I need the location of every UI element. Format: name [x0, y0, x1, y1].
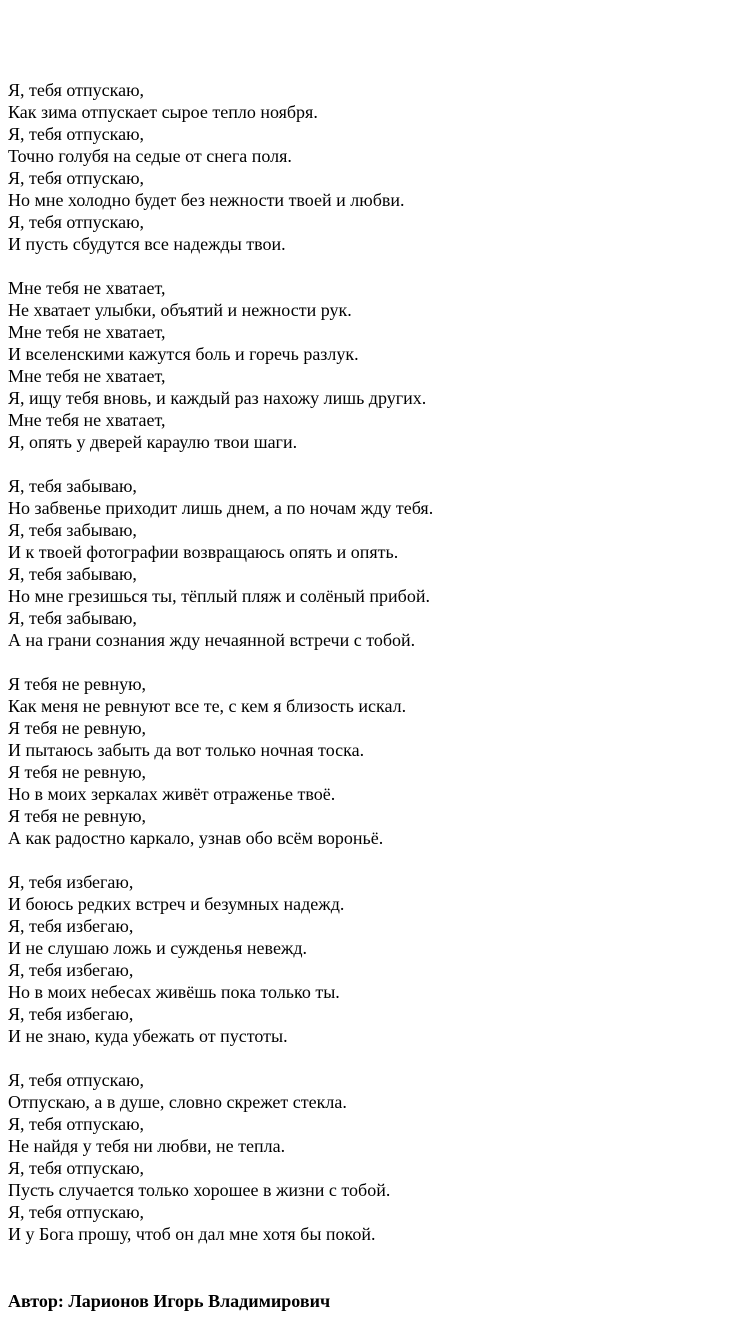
- poem-line: И вселенскими кажутся боль и горечь разлук.: [8, 344, 359, 364]
- poem-line: Но в моих зеркалах живёт отраженье твоё.: [8, 784, 336, 804]
- poem-line: И пусть сбудутся все надежды твои.: [8, 234, 286, 254]
- poem-line: Но в моих небесах живёшь пока только ты.: [8, 982, 340, 1002]
- poem-line: Я, тебя избегаю,: [8, 872, 134, 892]
- poem-line: Я, тебя забываю,: [8, 520, 137, 540]
- poem-line: Я, тебя забываю,: [8, 608, 137, 628]
- poem-line: Я, тебя забываю,: [8, 564, 137, 584]
- poem-line: Я, тебя забываю,: [8, 476, 137, 496]
- poem-line: Не хватает улыбки, объятий и нежности рук.: [8, 300, 352, 320]
- poem-line: А на грани сознания жду нечаянной встречи с тобой.: [8, 630, 416, 650]
- poem-line: Я тебя не ревную,: [8, 806, 147, 826]
- poem-line: И боюсь редких встреч и безумных надежд.: [8, 894, 345, 914]
- poem-line: Я, опять у дверей караулю твои шаги.: [8, 432, 298, 452]
- poem-line: Но мне грезишься ты, тёплый пляж и солёный прибой.: [8, 586, 430, 606]
- poem-line: Я, тебя избегаю,: [8, 960, 134, 980]
- stanza-2: [8, 277, 738, 453]
- poem-line: Отпускаю, а в душе, словно скрежет стекла.: [8, 1092, 347, 1112]
- poem-line: Я, тебя отпускаю,: [8, 212, 145, 232]
- poem: [8, 79, 738, 1267]
- poem-line: Точно голубя на седые от снега поля.: [8, 146, 292, 166]
- poem-line: Как меня не ревнуют все те, с кем я близость искал.: [8, 696, 407, 716]
- poem-line: Я, тебя избегаю,: [8, 1004, 134, 1024]
- poem-line: Я, тебя избегаю,: [8, 916, 134, 936]
- poem-line: И к твоей фотографии возвращаюсь опять и опять.: [8, 542, 399, 562]
- author-credit: Автор: Ларионов Игорь Владимирович: [8, 1291, 331, 1311]
- stanza-5: [8, 871, 738, 1047]
- poem-line: Мне тебя не хватает,: [8, 410, 166, 430]
- poem-line: Я, тебя отпускаю,: [8, 124, 145, 144]
- poem-line: Как зима отпускает сырое тепло ноября.: [8, 102, 318, 122]
- poem-line: А как радостно каркало, узнав обо всём вороньё.: [8, 828, 384, 848]
- poem-line: И не слушаю ложь и сужденья невежд.: [8, 938, 308, 958]
- poem-line: Я тебя не ревную,: [8, 718, 147, 738]
- poem-line: Мне тебя не хватает,: [8, 366, 166, 386]
- poem-line: Я, тебя отпускаю,: [8, 168, 145, 188]
- stanza-4: [8, 673, 738, 849]
- poem-line: Я, тебя отпускаю,: [8, 1202, 145, 1222]
- poem-line: Я тебя не ревную,: [8, 674, 147, 694]
- poem-line: Пусть случается только хорошее в жизни с тобой.: [8, 1180, 391, 1200]
- poem-line: Я тебя не ревную,: [8, 762, 147, 782]
- poem-line: Но забвенье приходит лишь днем, а по ночам жду тебя.: [8, 498, 434, 518]
- poem-line: Я, ищу тебя вновь, и каждый раз нахожу лишь других.: [8, 388, 427, 408]
- poem-line: И не знаю, куда убежать от пустоты.: [8, 1026, 288, 1046]
- poem-line: Мне тебя не хватает,: [8, 278, 166, 298]
- stanza-1: [8, 79, 738, 255]
- stanza-6: [8, 1069, 738, 1245]
- poem-line: Мне тебя не хватает,: [8, 322, 166, 342]
- poem-line: Я, тебя отпускаю,: [8, 1070, 145, 1090]
- poem-line: Я, тебя отпускаю,: [8, 1158, 145, 1178]
- poem-line: И у Бога прошу, чтоб он дал мне хотя бы покой.: [8, 1224, 376, 1244]
- poem-line: Но мне холодно будет без нежности твоей и любви.: [8, 190, 405, 210]
- poem-line: Я, тебя отпускаю,: [8, 80, 145, 100]
- poem-line: И пытаюсь забыть да вот только ночная тоска.: [8, 740, 365, 760]
- stanza-3: [8, 475, 738, 651]
- poem-line: Я, тебя отпускаю,: [8, 1114, 145, 1134]
- poem-line: Не найдя у тебя ни любви, не тепла.: [8, 1136, 286, 1156]
